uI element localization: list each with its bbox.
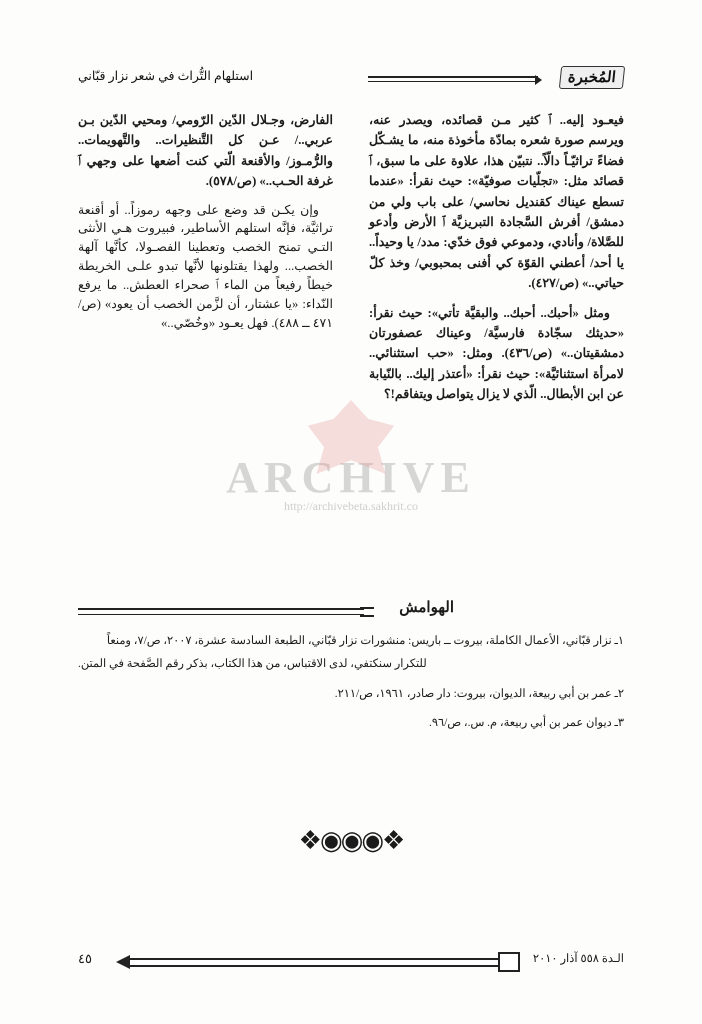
masthead	[364, 66, 624, 89]
masthead-logo: المُخبرة	[559, 66, 625, 89]
body-columns	[78, 110, 624, 580]
footer-rule	[130, 958, 506, 967]
column-right	[369, 110, 624, 413]
ornament-divider-icon: ❖◉◉◉❖	[298, 826, 404, 855]
footnotes-rule	[78, 608, 364, 615]
page-header	[78, 60, 624, 100]
footer-box-icon	[498, 952, 520, 972]
footnote-item-continuation: للتكرار سنكتفي، لدى الاقتباس، من هذا الكتاب، بذكر رقم الصَّفحة في المتن.	[78, 658, 427, 671]
footnote-item: ٣ـ ديوان عمر بن أبي ربيعة، م. س.، ص/٩٦.	[429, 717, 624, 730]
paragraph: الفارض، وجـلال الدّين الرّومي/ ومحيي الدّين بـن عربي../ عـن كل التَّنظيرات.. والتَّهويمات.. والرُّمـوز/ والأقنعة الّتي كنت أضعها على وجهي ﭐ غرفة الحـب..» (ص/٥٧٨).	[78, 113, 333, 189]
issue-info: ال‍‍‍‍‍‍‍‍‍‍‍‍‍‍‍‍ـدة ٥٥٨ آذار ٢٠١٠	[532, 953, 624, 965]
paragraph: فيعـود إليه.. ﭐ كثير مـن قصائده، ويصدر عنه، ويرسم صورة شعره بمادّة مأخوذة منه، ما يشـكّل فضاءً تراثيّـاً دالّاً.. نتبيّن هذا، علاوة على ما سبق، ﭐ قصائد مثل: «تجلّيات صوفيّة»: حيث نقرأ: «عندما تسطع عيناك كقنديل نحاسي/ على باب ولي من دمشق/ أفرش السَّجادة التبريزيَّة ﭐ الأرض وأدعو للصَّلاة/ وأنادي، ودموعي فوق خدّي: مدد/ يا وحيداً.. يا أحد/ أعطني القوّة كي أفنى بمحبوبي/ وخذ كلّ حياتي..» (ص/٤٢٧).	[369, 113, 624, 291]
footnotes-rule-cap	[360, 607, 374, 617]
page-footer	[78, 948, 624, 972]
watermark-subtext: http://archivebeta.sakhrit.co	[284, 499, 418, 513]
paragraph: وإن يكـن قد وضع على وجهه رموزاً.. أو أقنعة تراثيَّة، فإنَّه استلهم الأساطير، فبيروت هـي الأنثى التـي تمنح الخصب وتعطينا الفصـولا، كأنَّها آلهة الخصب... ولهذا يقتلونها لأنَّها تبدو علـى الخريطة خيطاً رفيعاً من الماء ﭐ صحراء العطش.. ما يرفع النّداء: «يا عشتار، أن لزَّمن الخصب أن يعود» (ص/٤٧١ ــ ٤٨٨). فهل يعـود «وخُصّي..»	[78, 202, 333, 330]
running-title: استلهام التُّراث في شعر نزار قبّاني	[78, 69, 254, 83]
footnotes-title-text: الهوامش	[399, 600, 454, 616]
page-number: ٤٥	[78, 951, 92, 966]
column-left	[78, 110, 333, 342]
watermark-text: ARCHIVE	[226, 453, 476, 502]
footnote-item: ١ـ نزار قبّاني، الأعمال الكاملة، بيروت ــ باريس: منشورات نزار قبّاني، الطبعة السادسة عشرة، ٢٠٠٧، ص/٧، ومنعاً	[106, 635, 624, 647]
footnotes-list	[78, 632, 624, 744]
footnotes-heading	[78, 598, 624, 624]
footnote-item: ٢ـ عمر بن أبي ربيعة، الديوان، بيروت: دار صادر، ١٩٦١، ص/٢١١.	[334, 687, 624, 700]
paragraph: ومثل «أحبك.. أحبك.. والبقيَّة تأتي»: حيث نقرأ: «حديثك سجّادة فارسيَّة/ وعيناك عصفورتان دمشقيتان..» (ص/٤٣٦). ومثل: «حب استثنائي.. لامرأة استثنائيَّة»: حيث نقرأ: «أعتذر إليك.. بالنّيابة عن ابن الأبطال.. الّذي لا يزال يتواصل ويتفاقم!؟	[369, 305, 624, 402]
